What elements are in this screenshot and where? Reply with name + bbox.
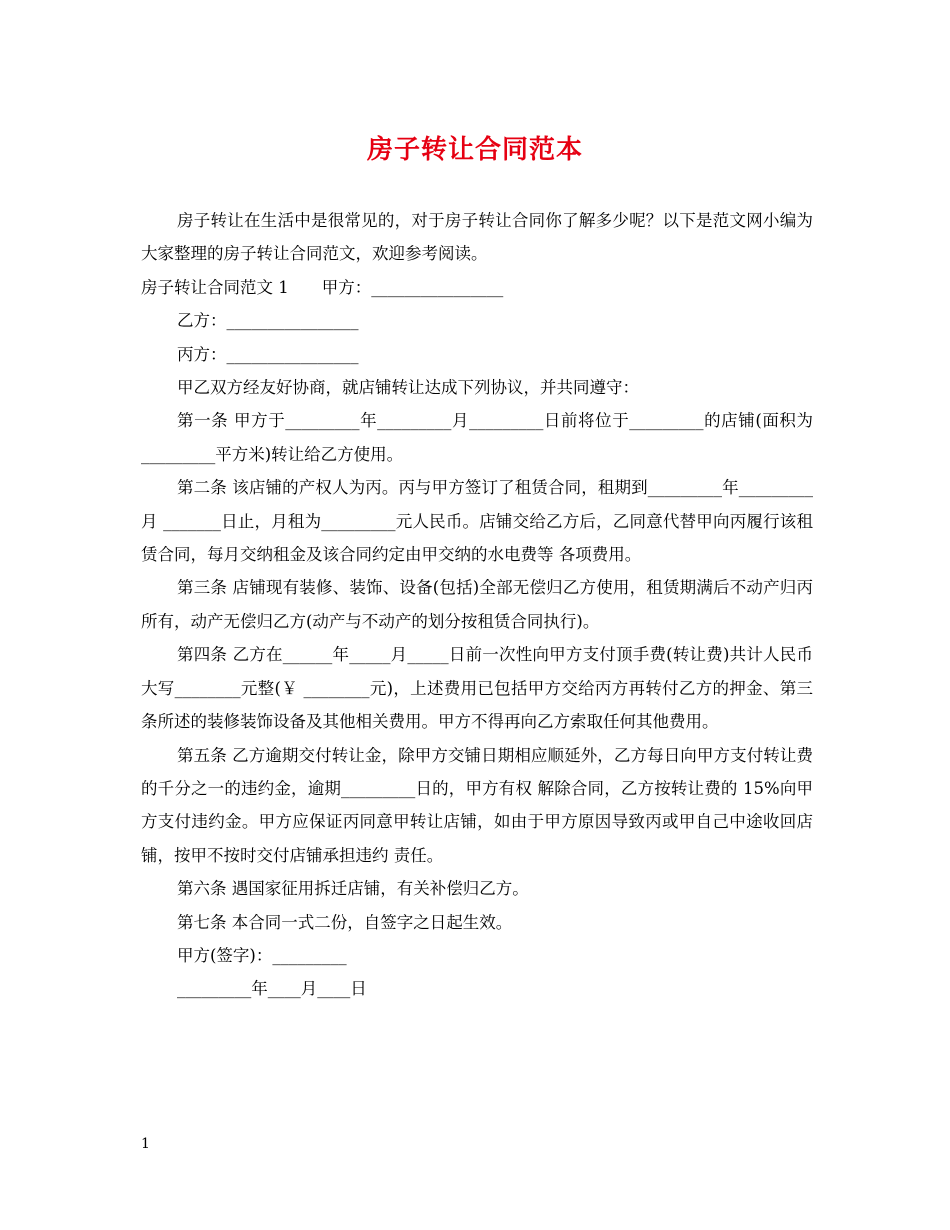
document-title: 房子转让合同范本	[366, 135, 583, 165]
clause-5: 第五条 乙方逾期交付转让金，除甲方交铺日期相应顺延外，乙方每日向甲方支付转让费的千分之一的违约金，逾期_________日的，甲方有权 解除合同，乙方按转让费的 15%向甲方支付违约金。甲方应保证丙同意甲转让店铺，如由于甲方原因导致丙或甲自己中途收回店铺，按甲不按时交付店铺承担违约 责任。	[141, 745, 813, 865]
party-b-line: 乙方：________________	[177, 311, 359, 331]
signature-line: 甲方(签字)：_________	[177, 945, 347, 965]
date-line: _________年____月____日	[177, 979, 367, 999]
clause-4: 第四条 乙方在______年_____月_____日前一次性向甲方支付顶手费(转让费)共计人民币大写________元整(￥ ________元)，上述费用已包括甲方交给丙方再转付乙方的押金、第三条所述的装修装饰设备及其他相关费用。甲方不得再向乙方索取任何其他费用。	[141, 645, 813, 732]
clause-7: 第七条 本合同一式二份，自签字之日起生效。	[177, 912, 513, 932]
party-c-line: 丙方：________________	[177, 344, 359, 364]
clause-3: 第三条 店铺现有装修、装饰、设备(包括)全部无偿归乙方使用，租赁期满后不动产归丙所有，动产无偿归乙方(动产与不动产的划分按租赁合同执行)。	[141, 578, 813, 631]
document-body	[141, 204, 813, 1006]
page-number: 1	[141, 1136, 150, 1152]
clause-1: 第一条 甲方于_________年_________月_________日前将位于_________的店铺(面积为_________平方米)转让给乙方使用。	[141, 411, 813, 464]
agreement-preamble: 甲乙双方经友好协商，就店铺转让达成下列协议，并共同遵守：	[177, 378, 639, 398]
clause-2: 第二条 该店铺的产权人为丙。丙与甲方签订了租赁合同，租期到_________年_________月 _______日止，月租为_________元人民币。店铺交给乙方后，乙同意代替甲向丙履行该租赁合同，每月交纳租金及该合同约定由甲交纳的水电费等 各项费用。	[141, 478, 813, 565]
intro-paragraph: 房子转让在生活中是很常见的，对于房子转让合同你了解多少呢？以下是范文网小编为大家整理的房子转让合同范文，欢迎参考阅读。	[141, 211, 813, 264]
clause-6: 第六条 遇国家征用拆迁店铺，有关补偿归乙方。	[177, 879, 529, 899]
party-a-line: 房子转让合同范文 1 甲方：________________	[141, 277, 504, 297]
